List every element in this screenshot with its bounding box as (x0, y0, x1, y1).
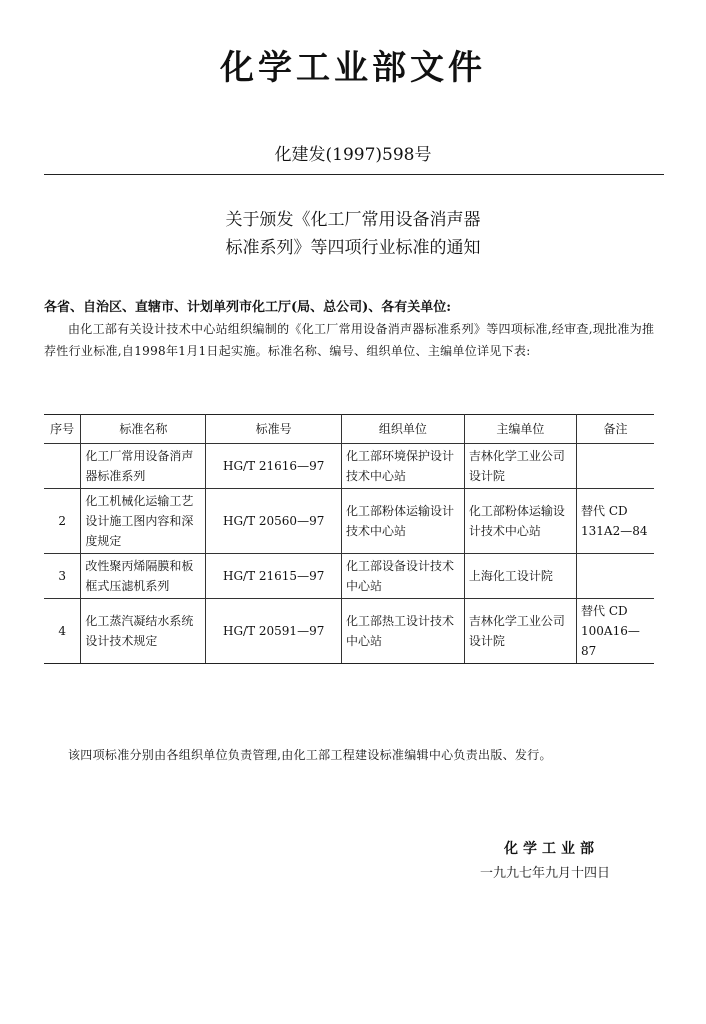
header-name: 标准名称 (81, 415, 206, 444)
document-number: 化建发(1997)598号 (274, 145, 432, 165)
row-org: 化工部粉体运输设计技术中心站 (342, 489, 465, 554)
row-code: HG/T 20591—97 (206, 599, 342, 664)
body-paragraph-2: 该四项标准分别由各组织单位负责管理,由化工部工程建设标准编辑中心负责出版、发行。 (68, 748, 552, 762)
standards-table (44, 414, 654, 664)
row-remark (577, 554, 655, 599)
table-header-row (44, 415, 654, 444)
table-row (44, 489, 654, 554)
body-paragraph-1: 由化工部有关设计技术中心站组织编制的《化工厂常用设备消声器标准系列》等四项标准,经审查,现批准为推荐性行业标准,自1998年1月1日起实施。标准名称、编号、组织单位、主编单位详见下表: (44, 322, 655, 358)
row-name: 化工蒸汽凝结水系统设计技术规定 (81, 599, 206, 664)
salutation: 各省、自治区、直辖市、计划单列市化工厅(局、总公司)、各有关单位: (44, 300, 452, 315)
header-code: 标准号 (206, 415, 342, 444)
row-name: 改性聚丙烯隔膜和板框式压滤机系列 (81, 554, 206, 599)
row-editor: 吉林化学工业公司设计院 (464, 599, 576, 664)
document-title: 化学工业部文件 (220, 48, 486, 88)
row-org: 化工部热工设计技术中心站 (342, 599, 465, 664)
header-seq: 序号 (44, 415, 81, 444)
row-seq (44, 444, 81, 489)
issue-date: 一九九七年九月十四日 (480, 866, 611, 881)
header-divider (44, 174, 664, 175)
row-code: HG/T 21616—97 (206, 444, 342, 489)
row-org: 化工部环境保护设计技术中心站 (342, 444, 465, 489)
table-row (44, 599, 654, 664)
header-editor: 主编单位 (464, 415, 576, 444)
row-name: 化工机械化运输工艺设计施工图内容和深度规定 (81, 489, 206, 554)
row-editor: 吉林化学工业公司设计院 (464, 444, 576, 489)
notice-heading-line1: 关于颁发《化工厂常用设备消声器 (225, 210, 481, 230)
header-org: 组织单位 (342, 415, 465, 444)
row-code: HG/T 20560—97 (206, 489, 342, 554)
row-editor: 上海化工设计院 (464, 554, 576, 599)
row-org: 化工部设备设计技术中心站 (342, 554, 465, 599)
table-row (44, 554, 654, 599)
row-name: 化工厂常用设备消声器标准系列 (81, 444, 206, 489)
row-code: HG/T 21615—97 (206, 554, 342, 599)
notice-heading-line2: 标准系列》等四项行业标准的通知 (225, 238, 481, 258)
issuer-name: 化学工业部 (504, 841, 599, 857)
header-remark: 备注 (577, 415, 655, 444)
row-seq: 4 (44, 599, 81, 664)
row-remark: 替代 CD 100A16—87 (577, 599, 655, 664)
notice-heading (0, 206, 706, 262)
row-seq: 2 (44, 489, 81, 554)
table-row (44, 444, 654, 489)
row-editor: 化工部粉体运输设计技术中心站 (464, 489, 576, 554)
row-remark (577, 444, 655, 489)
row-remark: 替代 CD 131A2—84 (577, 489, 655, 554)
row-seq: 3 (44, 554, 81, 599)
